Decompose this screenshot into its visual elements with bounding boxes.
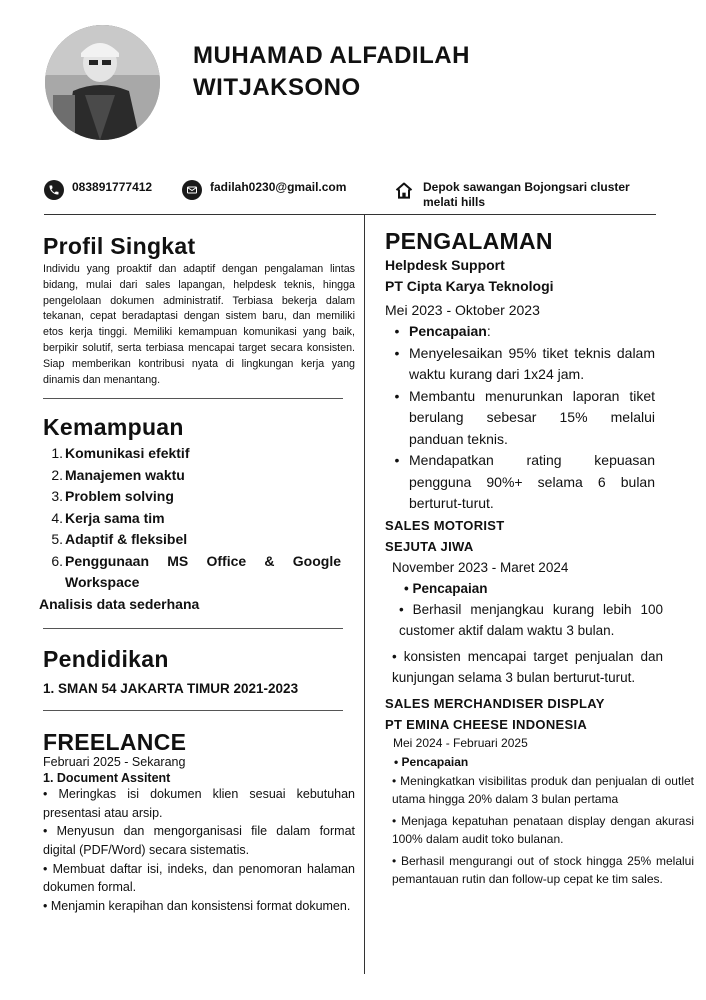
extra-skill: Analisis data sederhana	[39, 595, 200, 612]
skill-label: Adaptif & fleksibel	[65, 531, 188, 548]
list-item: • Berhasil mengurangi out of stock hingga 25% melalui pemantauan rutin dan follow-up cepat ke tim sales.	[392, 853, 694, 886]
name-line-1: MUHAMAD ALFADILAH	[193, 42, 470, 69]
list-number: 3.	[51, 488, 63, 505]
skills-title: Kemampuan	[43, 414, 184, 441]
section-divider	[43, 398, 343, 399]
skill-label: Komunikasi efektif	[65, 445, 190, 462]
education-item: 1. SMAN 54 JAKARTA TIMUR 2021-2023	[43, 680, 299, 696]
job3-achievement-label: • Pencapaian	[394, 754, 469, 769]
profile-text: Individu yang proaktif dan adaptif dengan pengalaman lintas bidang, mulai dari sales lapangan, helpdesk teknis, hingga pengelolaan dokumen administratif. Terbiasa bekerja dalam tekanan, cepat beradaptasi dengan sistem baru, dan memiliki etos kerja tinggi. Memiliki kemampuan komunikasi yang baik, berpikir solutif, serta terbiasa mencapai target secara konsisten. Siap memberikan kontribusi nyata di lingkungan kerja yang dinamis dan menantang.	[43, 263, 355, 386]
contact-phone	[44, 180, 152, 200]
list-number: 1.	[51, 445, 63, 462]
achievement-text: Mendapatkan rating kepuasan pengguna 90%+ selama 6 bulan berturut-turut.	[409, 452, 655, 511]
skill-label: Problem solving	[65, 488, 174, 505]
achievement-text: Membantu menurunkan laporan tiket berulang sebesar 15% melalui panduan teknis.	[409, 387, 655, 447]
education-title: Pendidikan	[43, 645, 169, 672]
list-item: • Membuat daftar isi, indeks, dan penomoran halaman dokumen formal.	[43, 861, 355, 895]
bullet: •	[394, 452, 400, 468]
list-item	[43, 508, 355, 530]
right-column	[385, 228, 703, 889]
list-item	[43, 486, 355, 508]
skill-label: Penggunaan MS Office & Google Workspace	[65, 552, 341, 591]
job2-role-line2: SEJUTA JIWA	[385, 538, 474, 554]
achievement-label: Pencapaian	[409, 323, 487, 339]
skill-label: Manajemen waktu	[65, 466, 185, 483]
achievement-colon: :	[486, 323, 491, 339]
column-divider	[364, 214, 365, 974]
phone-number: 083891777412	[72, 180, 153, 194]
freelance-list	[43, 785, 355, 916]
skills-list	[43, 443, 355, 594]
list-item	[385, 450, 703, 515]
freelance-title: FREELANCE	[43, 728, 187, 755]
job1-achievement-heading	[385, 321, 703, 343]
list-item: • konsisten mencapai target penjualan dan kunjungan selama 3 bulan berturut-turut.	[392, 648, 663, 685]
phone-icon	[44, 180, 64, 200]
job3-role-line1: SALES MERCHANDISER DISPLAY	[385, 695, 605, 711]
section-divider	[43, 710, 343, 711]
job3-date: Mei 2024 - Februari 2025	[393, 735, 528, 750]
home-icon	[393, 180, 415, 202]
job1-date: Mei 2023 - Oktober 2023	[385, 302, 540, 318]
achievement-text: Menyelesaikan 95% tiket teknis dalam waktu kurang dari 1x24 jam.	[409, 344, 655, 382]
freelance-date: Februari 2025 - Sekarang	[43, 754, 186, 769]
job2-role-line1: SALES MOTORIST	[385, 517, 505, 533]
list-number: 2.	[51, 466, 63, 483]
profile-photo	[45, 25, 160, 140]
experience-title: PENGALAMAN	[385, 228, 553, 254]
list-item: • Menjaga kepatuhan penataan display dengan akurasi 100% dalam audit toko bulanan.	[392, 813, 694, 846]
section-divider	[43, 628, 343, 629]
freelance-role: 1. Document Assitent	[43, 770, 171, 785]
job2-achievement-label: • Pencapaian	[404, 580, 488, 596]
contact-email	[182, 180, 346, 200]
list-number: 5.	[51, 531, 63, 548]
list-item	[43, 529, 355, 551]
mail-icon	[182, 180, 202, 200]
job2-date: November 2023 - Maret 2024	[392, 559, 569, 575]
list-item	[385, 386, 703, 451]
contact-address	[393, 180, 663, 210]
address-text: Depok sawangan Bojongsari cluster melati hills	[423, 180, 630, 209]
job3-role-line2: PT EMINA CHEESE INDONESIA	[385, 716, 588, 732]
bullet: •	[394, 323, 400, 339]
list-item: • Meringkas isi dokumen klien sesuai kebutuhan presentasi atau arsip.	[43, 786, 355, 820]
list-number: 6.	[51, 552, 63, 569]
avatar	[45, 25, 160, 140]
bullet: •	[394, 344, 400, 361]
skill-label: Kerja sama tim	[65, 509, 165, 526]
bullet: •	[394, 387, 400, 404]
list-item	[385, 343, 703, 386]
candidate-name	[193, 40, 470, 104]
list-item: • Menjamin kerapihan dan konsistensi format dokumen.	[43, 899, 351, 914]
name-line-2: WITJAKSONO	[193, 74, 361, 101]
left-column	[39, 232, 355, 916]
list-item	[43, 443, 355, 465]
list-item: • Berhasil menjangkau kurang lebih 100 customer aktif dalam waktu 3 bulan.	[399, 601, 663, 638]
profile-title: Profil Singkat	[43, 233, 196, 259]
list-item	[43, 551, 355, 594]
email-address: fadilah0230@gmail.com	[210, 180, 347, 194]
list-item: • Menyusun dan mengorganisasi file dalam format digital (PDF/Word) secara sistematis.	[43, 824, 355, 857]
job1-company: PT Cipta Karya Teknologi	[385, 278, 554, 294]
list-item: • Meningkatkan visibilitas produk dan penjualan di outlet utama hingga 20% dalam 3 bulan pertama	[392, 773, 694, 806]
job1-role: Helpdesk Support	[385, 257, 505, 273]
header-divider	[44, 214, 656, 215]
list-item	[43, 465, 355, 487]
list-number: 4.	[51, 509, 63, 526]
